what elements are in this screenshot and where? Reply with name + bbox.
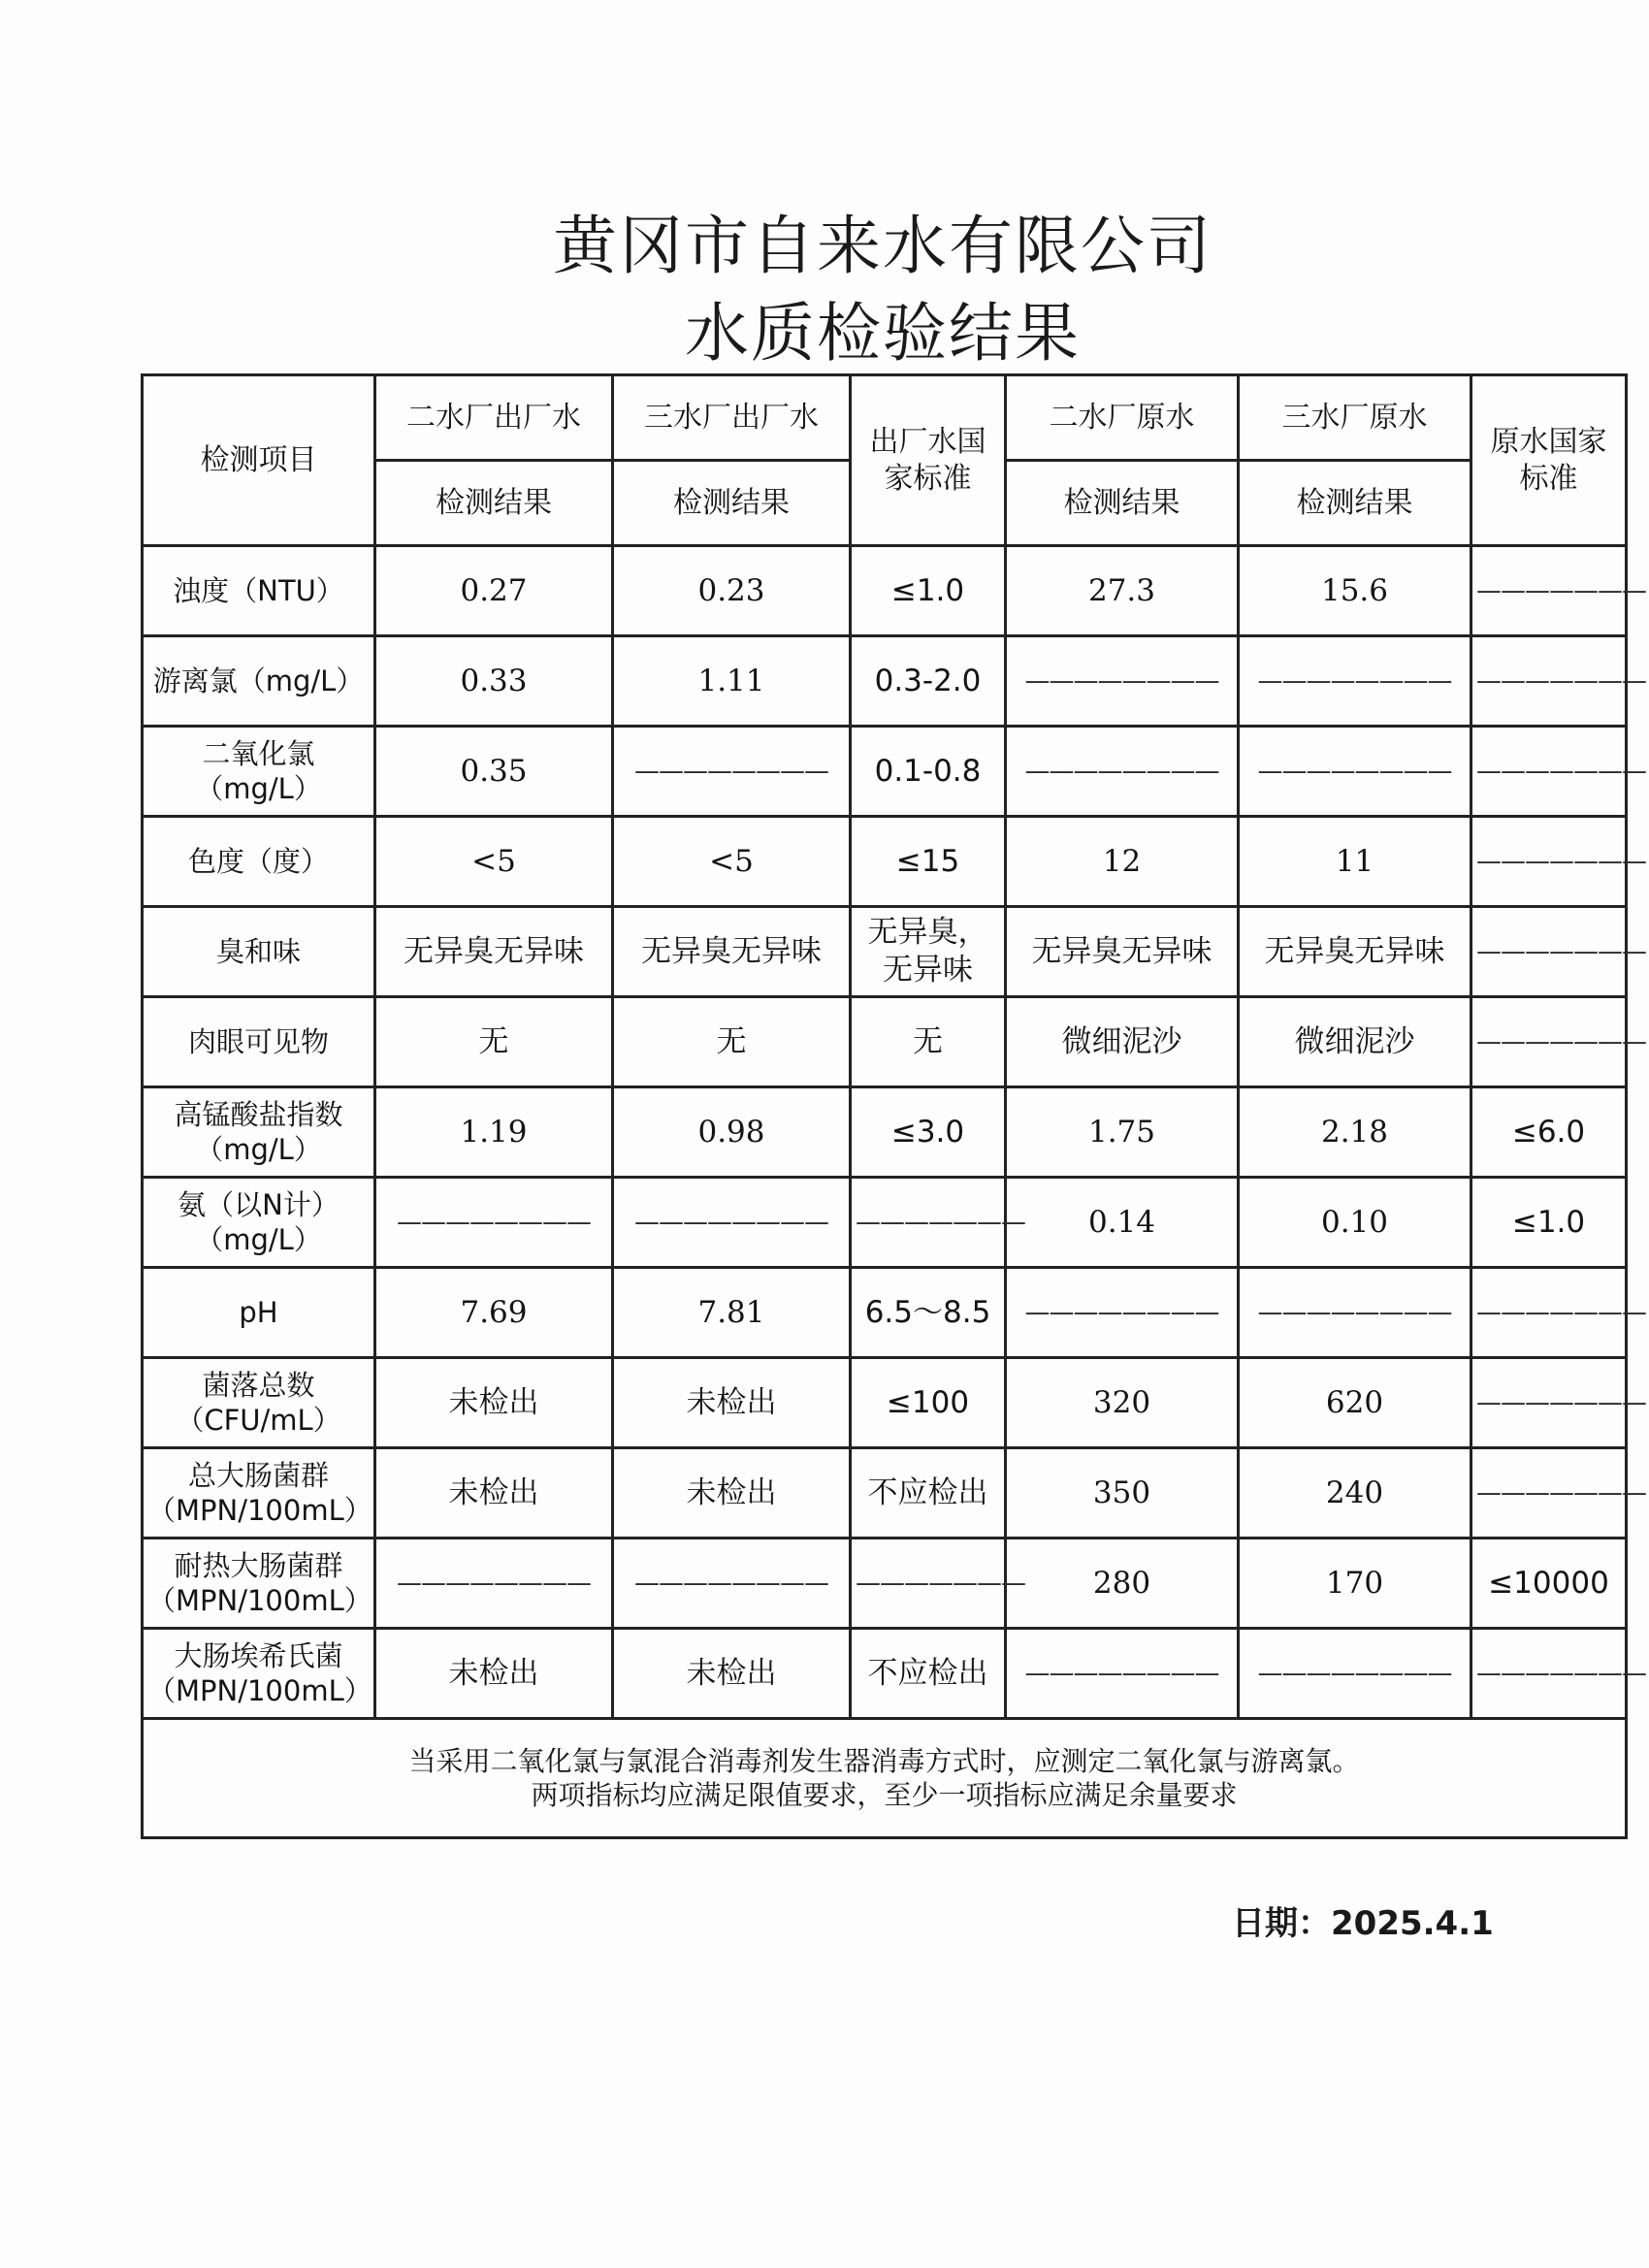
cell-c4: 1.75	[1006, 1087, 1239, 1178]
header-item: 检测项目	[143, 375, 375, 546]
note-line-2: 两项指标均应满足限值要求，至少一项指标应满足余量要求	[531, 1779, 1238, 1811]
cell-c5: 0.10	[1239, 1178, 1471, 1268]
cell-c5: ————————	[1239, 727, 1471, 817]
cell-c4: 12	[1006, 817, 1239, 907]
cell-c1: ————————	[375, 1539, 613, 1629]
header-col5: 三水厂原水	[1239, 375, 1471, 461]
cell-c1: 0.35	[375, 727, 613, 817]
cell-c3: ≤1.0	[851, 546, 1006, 636]
company-title: 黄冈市自来水有限公司	[553, 209, 1212, 283]
header-col6: 原水国家标准	[1471, 375, 1627, 546]
row-item-label: 浊度（NTU）	[143, 546, 375, 636]
table-row	[143, 1358, 1627, 1448]
cell-c6: ≤10000	[1471, 1539, 1627, 1629]
row-item-label: 高锰酸盐指数（mg/L）	[143, 1087, 375, 1178]
table-row	[143, 1448, 1627, 1539]
row-item-label: 肉眼可见物	[143, 997, 375, 1087]
row-item-label: 氨（以N计）（mg/L）	[143, 1178, 375, 1268]
cell-c2: 无异臭无异味	[613, 907, 851, 997]
subheader-result-1: 检测结果	[375, 461, 613, 546]
cell-c4: ————————	[1006, 727, 1239, 817]
cell-c5: 2.18	[1239, 1087, 1471, 1178]
cell-c3: 不应检出	[851, 1448, 1006, 1539]
cell-c3: ———————	[851, 1178, 1006, 1268]
cell-c1: 未检出	[375, 1629, 613, 1719]
cell-c6: ———————	[1471, 636, 1627, 727]
cell-c2: 无	[613, 997, 851, 1087]
cell-c1: ————————	[375, 1178, 613, 1268]
subheader-result-2: 检测结果	[613, 461, 851, 546]
cell-c5: 15.6	[1239, 546, 1471, 636]
cell-c1: 未检出	[375, 1358, 613, 1448]
cell-c3: ≤100	[851, 1358, 1006, 1448]
note-row	[143, 1719, 1627, 1838]
cell-c6: ———————	[1471, 1448, 1627, 1539]
cell-c6: ———————	[1471, 546, 1627, 636]
cell-c6: ———————	[1471, 1629, 1627, 1719]
cell-c6: ≤1.0	[1471, 1178, 1627, 1268]
table-row	[143, 727, 1627, 817]
cell-c4: 无异臭无异味	[1006, 907, 1239, 997]
table-row	[143, 907, 1627, 997]
table-row	[143, 1629, 1627, 1719]
header-col3: 出厂水国家标准	[851, 375, 1006, 546]
cell-c1: 1.19	[375, 1087, 613, 1178]
cell-c2: 未检出	[613, 1358, 851, 1448]
cell-c6: ———————	[1471, 997, 1627, 1087]
row-item-label: 臭和味	[143, 907, 375, 997]
cell-c1: 无	[375, 997, 613, 1087]
cell-c4: 350	[1006, 1448, 1239, 1539]
cell-c3: 6.5～8.5	[851, 1268, 1006, 1358]
cell-c4: ————————	[1006, 636, 1239, 727]
cell-c5: 620	[1239, 1358, 1471, 1448]
row-item-label: pH	[143, 1268, 375, 1358]
cell-c2: 未检出	[613, 1629, 851, 1719]
cell-c5: 11	[1239, 817, 1471, 907]
row-item-label: 大肠埃希氏菌（MPN/100mL）	[143, 1629, 375, 1719]
cell-c2: 未检出	[613, 1448, 851, 1539]
cell-c5: ————————	[1239, 1629, 1471, 1719]
header-col2: 三水厂出厂水	[613, 375, 851, 461]
subheader-result-4: 检测结果	[1239, 461, 1471, 546]
row-item-label: 总大肠菌群（MPN/100mL）	[143, 1448, 375, 1539]
row-item-label: 二氧化氯（mg/L）	[143, 727, 375, 817]
cell-c6: ———————	[1471, 1268, 1627, 1358]
cell-c2: 7.81	[613, 1268, 851, 1358]
table-body	[143, 546, 1646, 1719]
cell-c3: 不应检出	[851, 1629, 1006, 1719]
cell-c4: 280	[1006, 1539, 1239, 1629]
table-row	[143, 1178, 1627, 1268]
subheader-result-3: 检测结果	[1006, 461, 1239, 546]
cell-c1: 7.69	[375, 1268, 613, 1358]
cell-c4: 320	[1006, 1358, 1239, 1448]
cell-c3: 无异臭，无异味	[851, 907, 1006, 997]
cell-c3: ———————	[851, 1539, 1006, 1629]
cell-c2: 0.23	[613, 546, 851, 636]
cell-c5: 170	[1239, 1539, 1471, 1629]
cell-c3: ≤3.0	[851, 1087, 1006, 1178]
cell-c2: ————————	[613, 1539, 851, 1629]
note-cell	[143, 1719, 1627, 1838]
cell-c2: 1.11	[613, 636, 851, 727]
row-item-label: 游离氯（mg/L）	[143, 636, 375, 727]
row-item-label: 耐热大肠菌群（MPN/100mL）	[143, 1539, 375, 1629]
report-title: 水质检验结果	[685, 296, 1081, 371]
header-col1: 二水厂出厂水	[375, 375, 613, 461]
table-row	[143, 1268, 1627, 1358]
table-row	[143, 997, 1627, 1087]
cell-c4: 27.3	[1006, 546, 1239, 636]
table-row	[143, 1087, 1627, 1178]
header-row	[143, 375, 1627, 461]
cell-c5: ————————	[1239, 1268, 1471, 1358]
row-item-label: 菌落总数（CFU/mL）	[143, 1358, 375, 1448]
table-row	[143, 636, 1627, 727]
cell-c4: 0.14	[1006, 1178, 1239, 1268]
table-row	[143, 1539, 1627, 1629]
cell-c2: ————————	[613, 727, 851, 817]
header-col4: 二水厂原水	[1006, 375, 1239, 461]
cell-c6: ———————	[1471, 1358, 1627, 1448]
cell-c3: 0.1-0.8	[851, 727, 1006, 817]
cell-c3: 无	[851, 997, 1006, 1087]
note-line-1: 当采用二氧化氯与氯混合消毒剂发生器消毒方式时，应测定二氧化氯与游离氯。	[408, 1745, 1360, 1777]
cell-c4: ————————	[1006, 1268, 1239, 1358]
cell-c1: 未检出	[375, 1448, 613, 1539]
cell-c4: 微细泥沙	[1006, 997, 1239, 1087]
cell-c5: 240	[1239, 1448, 1471, 1539]
row-item-label: 色度（度）	[143, 817, 375, 907]
cell-c2: ————————	[613, 1178, 851, 1268]
cell-c5: ————————	[1239, 636, 1471, 727]
cell-c1: 无异臭无异味	[375, 907, 613, 997]
table-row	[143, 546, 1627, 636]
cell-c6: ———————	[1471, 907, 1627, 997]
water-quality-table	[141, 373, 1646, 1839]
cell-c6: ≤6.0	[1471, 1087, 1627, 1178]
cell-c2: <5	[613, 817, 851, 907]
cell-c1: 0.33	[375, 636, 613, 727]
cell-c2: 0.98	[613, 1087, 851, 1178]
cell-c1: <5	[375, 817, 613, 907]
cell-c5: 无异臭无异味	[1239, 907, 1471, 997]
cell-c3: 0.3-2.0	[851, 636, 1006, 727]
cell-c6: ———————	[1471, 727, 1627, 817]
report-date: 日期：2025.4.1	[1232, 1904, 1494, 1943]
cell-c1: 0.27	[375, 546, 613, 636]
cell-c3: ≤15	[851, 817, 1006, 907]
table-row	[143, 817, 1627, 907]
cell-c6: ———————	[1471, 817, 1627, 907]
cell-c4: ————————	[1006, 1629, 1239, 1719]
cell-c5: 微细泥沙	[1239, 997, 1471, 1087]
